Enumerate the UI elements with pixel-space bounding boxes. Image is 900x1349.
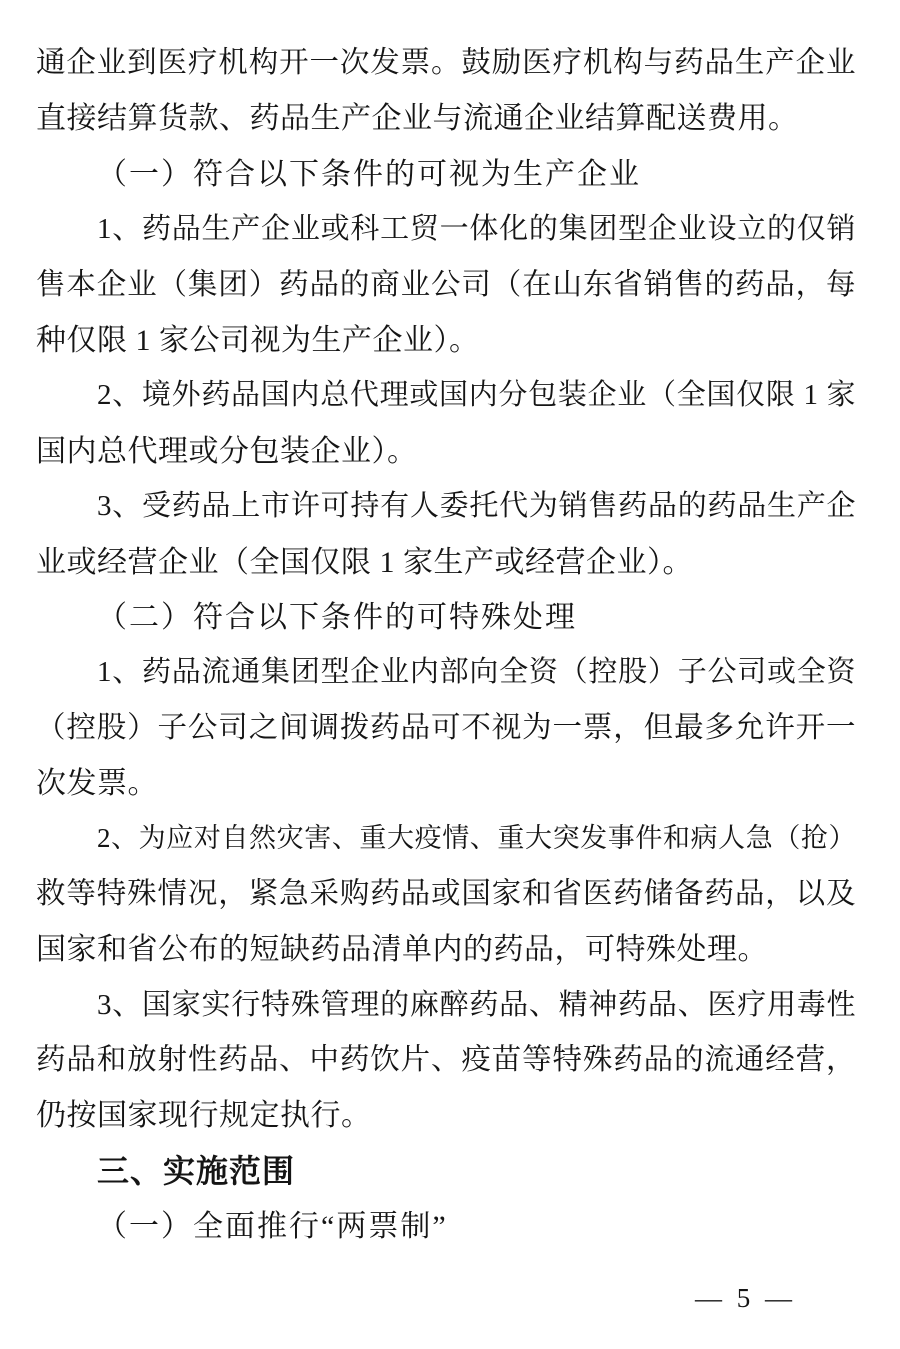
text-line: 直接结算货款、药品生产企业与流通企业结算配送费用。: [36, 102, 799, 136]
document-body: [36, 36, 856, 1255]
text-line: 3、国家实行特殊管理的麻醉药品、精神药品、医疗用毒性: [97, 988, 856, 1021]
text-line: 药品和放射性药品、中药饮片、疫苗等特殊药品的流通经营，: [36, 1044, 856, 1077]
text-line: （控股）子公司之间调拨药品可不视为一票，但最多允许开一: [36, 711, 856, 744]
text-line: 1、药品生产企业或科工贸一体化的集团型企业设立的仅销: [97, 213, 856, 246]
text-line: 国家和省公布的短缺药品清单内的药品，可特殊处理。: [36, 933, 768, 967]
text-line: 3、受药品上市许可持有人委托代为销售药品的药品生产企: [97, 490, 856, 523]
text-line: 三、实施范围: [97, 1151, 296, 1190]
text-line: （一）全面推行“两票制”: [97, 1210, 448, 1244]
text-line: 售本企业（集团）药品的商业公司（在山东省销售的药品，每: [36, 268, 856, 301]
text-line: 救等特殊情况，紧急采购药品或国家和省医药储备药品，以及: [36, 877, 856, 910]
text-line: 2、境外药品国内总代理或国内分包装企业（全国仅限 1 家: [97, 379, 856, 412]
text-line: 2、为应对自然灾害、重大疫情、重大突发事件和病人急（抢）: [97, 823, 856, 854]
text-line: 仍按国家现行规定执行。: [36, 1099, 372, 1133]
text-line: 通企业到医疗机构开一次发票。鼓励医疗机构与药品生产企业: [36, 47, 856, 79]
text-line: 国内总代理或分包装企业）。: [36, 434, 418, 468]
text-line: 业或经营企业（全国仅限 1 家生产或经营企业）。: [36, 545, 693, 579]
text-line: 次发票。: [36, 767, 158, 801]
page-number: — 5 —: [695, 1283, 796, 1313]
text-line: （二）符合以下条件的可特殊处理: [97, 600, 577, 634]
text-line: 1、药品流通集团型企业内部向全资（控股）子公司或全资: [97, 656, 856, 689]
text-line: 种仅限 1 家公司视为生产企业）。: [36, 323, 480, 357]
text-line: （一）符合以下条件的可视为生产企业: [97, 157, 641, 191]
